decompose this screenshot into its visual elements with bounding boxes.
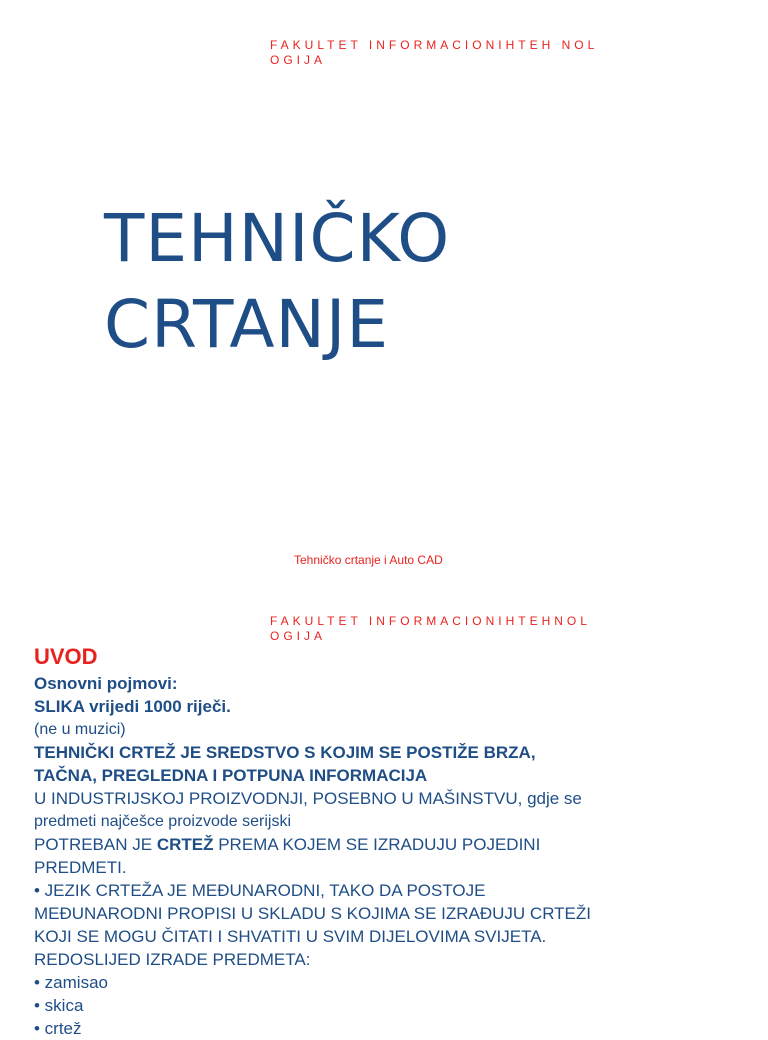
slide-title <box>104 196 450 368</box>
body-line: TAČNA, PREGLEDNA I POTPUNA INFORMACIJA <box>34 766 428 785</box>
faculty-line-2: OGIJA <box>270 53 327 67</box>
body-line: • JEZIK CRTEŽA JE MEĐUNARODNI, TAKO DA POSTOJE <box>34 881 486 900</box>
faculty-line-2: OGIJA <box>270 629 327 643</box>
body-line: KOJI SE MOGU ČITATI I SHVATITI U SVIM DIJELOVIMA SVIJETA. <box>34 927 547 946</box>
body-text: PREMA KOJEM SE IZRADUJU POJEDINI <box>213 835 541 854</box>
list-item: • crtež <box>34 1019 82 1038</box>
body-line: MEĐUNARODNI PROPISI U SKLADU S KOJIMA SE IZRAĐUJU CRTEŽI <box>34 904 591 923</box>
faculty-line-1: FAKULTET INFORMACIONIHTEHNOL <box>270 614 591 628</box>
section-heading: UVOD <box>34 644 98 669</box>
body-line: TEHNIČKI CRTEŽ JE SREDSTVO S KOJIM SE POSTIŽE BRZA, <box>34 743 536 762</box>
title-line-2: CRTANJE <box>104 286 390 363</box>
body-line: predmeti najčešce proizvode serijski <box>34 813 291 830</box>
body-line: REDOSLIJED IZRADE PREDMETA: <box>34 950 311 969</box>
title-line-1: TEHNIČKO <box>104 200 451 277</box>
body-text: POTREBAN JE <box>34 835 157 854</box>
body-line: PREDMETI. <box>34 858 127 877</box>
body-line <box>34 833 754 856</box>
emphasis-text: CRTEŽ <box>156 835 214 854</box>
body-line <box>34 787 754 810</box>
faculty-line-1: FAKULTET INFORMACIONIHTEH NOL <box>270 38 599 52</box>
emphasis-text: SLIKA <box>34 697 85 716</box>
list-item: • zamisao <box>34 973 108 992</box>
slide-footer: Tehničko crtanje i Auto CAD <box>294 553 443 567</box>
body-text: vrijedi 1000 riječi. <box>84 697 231 716</box>
body-text: U INDUSTRIJSKOJ PROIZVODNJI, POSEBNO U MAŠINSTVU, <box>34 789 523 808</box>
body-line <box>34 695 754 718</box>
body-line: (ne u muzici) <box>34 721 126 738</box>
body-line: Osnovni pojmovi: <box>34 674 178 693</box>
body-text: gdje se <box>522 789 582 808</box>
faculty-name <box>270 614 630 644</box>
slide-body <box>34 672 754 1040</box>
list-item: • skica <box>34 996 84 1015</box>
faculty-name <box>270 38 630 68</box>
